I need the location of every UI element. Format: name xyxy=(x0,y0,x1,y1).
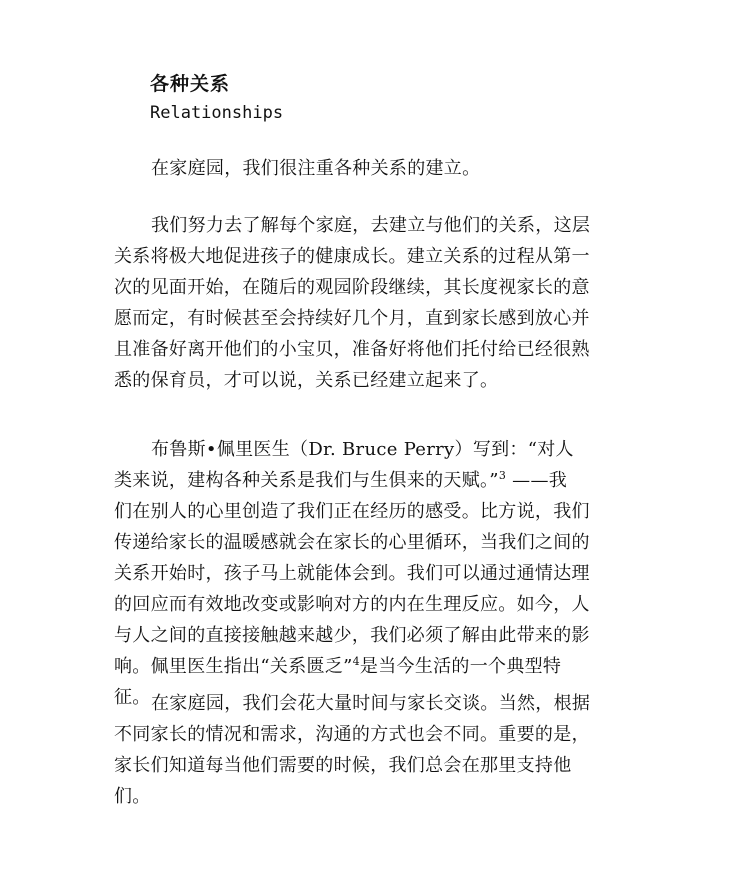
paragraph-line: 不同家长的情况和需求，沟通的方式也会不同。重要的是， xyxy=(114,724,590,745)
section-heading-english: Relationships xyxy=(150,103,284,123)
paragraph-line: 愿而定，有时候甚至会持续好几个月，直到家长感到放心并 xyxy=(114,308,590,329)
paragraph-line: 的回应而有效地改变或影响对方的内在生理反应。如今，人 xyxy=(114,594,590,615)
footnote-marker: 4 xyxy=(352,655,360,668)
paragraph-intro xyxy=(114,153,614,184)
paragraph-bruce-perry xyxy=(114,434,614,713)
paragraph-line: 关系开始时，孩子马上就能体会到。我们可以通过通情达理 xyxy=(114,563,590,584)
paragraph-line: 关系将极大地促进孩子的健康成长。建立关系的过程从第一 xyxy=(114,246,590,267)
paragraph-line-with-footnote xyxy=(114,651,614,682)
line-text: 是当今生活的一个典型特 xyxy=(359,656,562,677)
line-text: 类来说，建构各种关系是我们与生俱来的天赋。” xyxy=(114,470,499,491)
paragraph-line: 们在别人的心里创造了我们正在经历的感受。比方说，我们 xyxy=(114,501,590,522)
paragraph-line: 布鲁斯•佩里医生（Dr. Bruce Perry）写到：“对人 xyxy=(151,439,574,460)
paragraph-building-relationships xyxy=(114,210,614,396)
paragraph-line: 们。 xyxy=(114,786,151,807)
paragraph-line: 在家庭园，我们很注重各种关系的建立。 xyxy=(151,158,481,179)
paragraph-talking-with-parents xyxy=(114,688,614,812)
line-text: 响。佩里医生指出“关系匮乏” xyxy=(114,656,353,677)
paragraph-line: 在家庭园，我们会花大量时间与家长交谈。当然，根据 xyxy=(151,693,591,714)
paragraph-line-with-footnote xyxy=(114,465,614,496)
paragraph-line: 与人之间的直接接触越来越少，我们必须了解由此带来的影 xyxy=(114,625,590,646)
paragraph-line: 悉的保育员，才可以说，关系已经建立起来了。 xyxy=(114,370,499,391)
paragraph-line: 传递给家长的温暖感就会在家长的心里循环，当我们之间的 xyxy=(114,532,590,553)
paragraph-line: 且准备好离开他们的小宝贝，准备好将他们托付给已经很熟 xyxy=(114,339,590,360)
paragraph-line: 次的见面开始，在随后的观园阶段继续，其长度视家长的意 xyxy=(114,277,590,298)
paragraph-line: 我们努力去了解每个家庭，去建立与他们的关系，这层 xyxy=(151,215,591,236)
paragraph-line: 征。 xyxy=(114,687,151,708)
line-text: ——我 xyxy=(506,470,568,491)
section-heading-chinese: 各种关系 xyxy=(150,73,231,95)
paragraph-line: 家长们知道每当他们需要的时候，我们总会在那里支持他 xyxy=(114,755,572,776)
footnote-marker: 3 xyxy=(498,469,507,482)
